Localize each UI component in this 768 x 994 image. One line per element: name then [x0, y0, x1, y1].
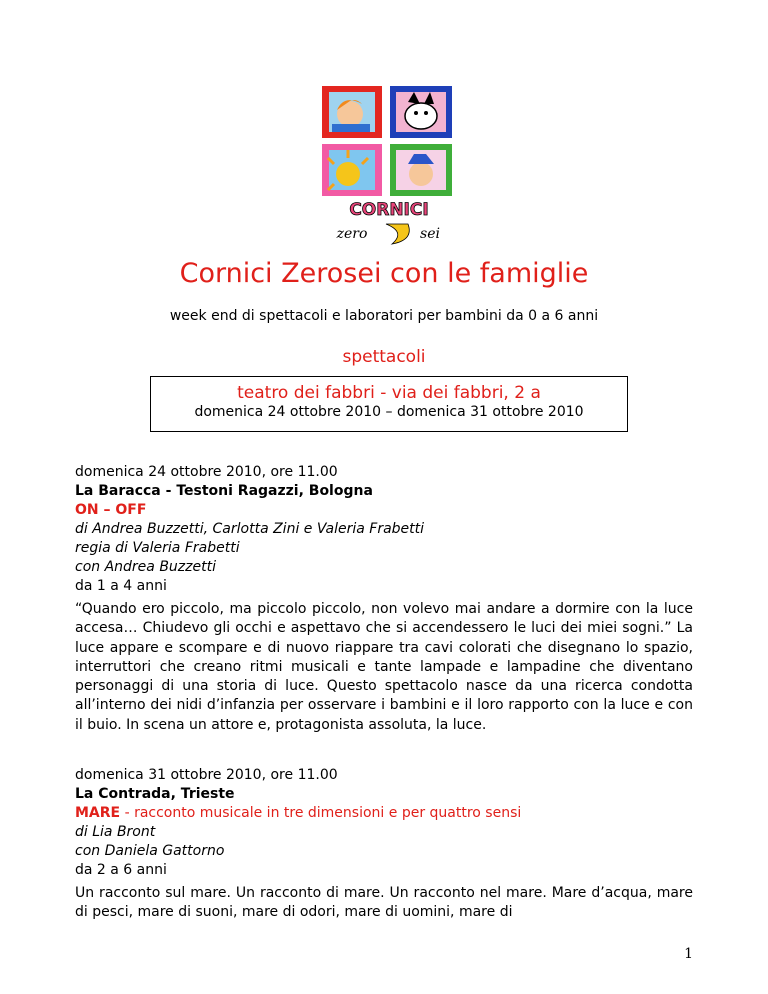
page-subtitle: week end di spettacoli e laboratori per bambini da 0 a 6 anni [169, 308, 599, 324]
show1-date: domenica 24 ottobre 2010, ore 11.00 [75, 464, 338, 480]
svg-text:zero: zero [336, 226, 368, 242]
show2-description: Un racconto sul mare. Un racconto di mare. Un racconto nel mare. Mare d’acqua, mare di pesci, mare di suoni, mare di odori, mare di uomini, mare di [75, 885, 693, 921]
section-heading: spettacoli [342, 347, 426, 367]
venue-dates: domenica 24 ottobre 2010 – domenica 31 ottobre 2010 [194, 404, 584, 420]
show1-description: “Quando ero piccolo, ma piccolo piccolo, non volevo mai andare a dormire con la luce accesa… Chiudevo gli occhi e aspettavo che si accendessero le luci dei miei sogni.” La luce appare e scompare e di nuovo riappare tra cavi colorati che disegnano lo spazio, interruttori che creano ritmi musicali e tante lampade e lampadine che diventano personaggi di una storia di luce. Questo spettacolo nasce da una ricerca condotta all’interno dei nidi d’infanzia per osservare i bambini e il loro rapporto con la luce e con il buio. In scena un attore e, protagonista assoluta, la luce. [75, 601, 693, 733]
show2-date: domenica 31 ottobre 2010, ore 11.00 [75, 767, 338, 783]
show1-cast: con Andrea Buzzetti [75, 559, 216, 575]
venue-address: teatro dei fabbri - via dei fabbri, 2 a [237, 383, 541, 403]
show2-company: La Contrada, Trieste [75, 786, 235, 802]
show2-title-line [75, 804, 693, 823]
show1-director: regia di Valeria Frabetti [75, 540, 240, 556]
show1-details [75, 463, 693, 596]
show2-cast: con Daniela Gattorno [75, 843, 225, 859]
show2-authors: di Lia Bront [75, 824, 156, 840]
show2-age: da 2 a 6 anni [75, 862, 167, 878]
page-number: 1 [684, 946, 693, 962]
show2-title: MARE [75, 805, 121, 821]
cornici-zerosei-logo [320, 84, 458, 248]
show1-authors: di Andrea Buzzetti, Carlotta Zini e Valeria Frabetti [75, 521, 425, 537]
svg-text:sei: sei [420, 226, 440, 242]
svg-text:CORNICI: CORNICI [349, 200, 429, 220]
show2-subtitle: - racconto musicale in tre dimensioni e per quattro sensi [120, 805, 522, 821]
show1-company: La Baracca - Testoni Ragazzi, Bologna [75, 483, 373, 499]
show1-age: da 1 a 4 anni [75, 578, 167, 594]
venue-box [150, 376, 628, 432]
page-title: Cornici Zerosei con le famiglie [179, 258, 589, 289]
show1-title: ON – OFF [75, 502, 147, 518]
show2-details [75, 766, 693, 880]
